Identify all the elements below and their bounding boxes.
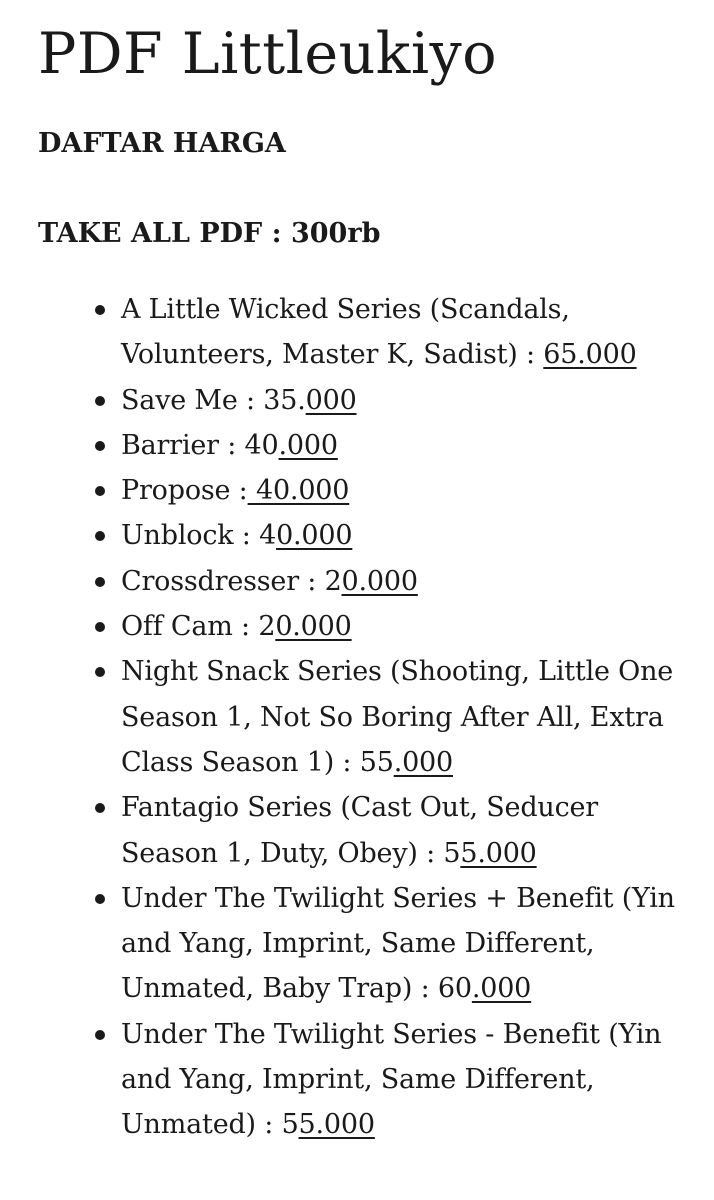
item-label: Crossdresser : [121,565,325,597]
list-item [0,423,714,468]
list-item [0,287,714,378]
item-price-link[interactable]: 65.000 [543,339,637,371]
item-label: Propose : [121,475,248,507]
list-item [0,649,714,785]
price-list [0,287,714,1148]
item-label: A Little Wicked Series (Scandals, Volunteers, Master K, Sadist) : [121,294,570,371]
item-price-link[interactable]: .000 [393,746,454,778]
bullet-icon [95,1030,105,1040]
take-all-offer: TAKE ALL PDF : 300rb [38,218,381,249]
bullet-icon [95,577,105,587]
item-label: Save Me : [121,384,264,416]
item-price-link[interactable]: .000 [471,973,532,1005]
bullet-icon [95,894,105,904]
list-item [0,785,714,876]
item-price-link[interactable]: .000 [278,429,338,461]
item-label: Unblock : [121,520,260,552]
list-item [0,559,714,604]
item-price-plain: 5 [281,1109,299,1141]
list-item [0,513,714,558]
list-item [0,1012,714,1148]
item-price-link[interactable]: 0.000 [276,520,353,552]
bullet-icon [95,486,105,496]
item-label: Night Snack Series (Shooting, Little One Season 1, Not So Boring After All, Extra Class Season 1) : [121,656,674,778]
item-price-link[interactable]: 0.000 [341,565,418,597]
item-price-plain: 5 [443,837,461,869]
item-label: Fantagio Series (Cast Out, Seducer Season 1, Duty, Obey) : [121,792,598,869]
item-label: Under The Twilight Series + Benefit (Yin and Yang, Imprint, Same Different, Unmated, Baby Trap) : [121,882,675,1005]
item-price-plain: 4 [259,520,277,552]
bullet-icon [95,667,105,677]
page-title: PDF Littleukiyo [38,21,498,87]
item-label: Off Cam : [121,611,259,643]
item-price-plain: 60 [437,973,472,1005]
bullet-icon [95,396,105,406]
item-price-plain: 2 [258,611,276,643]
item-price-plain: 2 [324,565,342,597]
item-price-plain: 55 [359,746,394,778]
bullet-icon [95,803,105,813]
item-price-link[interactable]: 5.000 [460,837,537,869]
bullet-icon [95,622,105,632]
item-price-plain: 35. [263,384,306,416]
bullet-icon [95,531,105,541]
item-label: Barrier : [121,429,245,461]
bullet-icon [95,305,105,315]
item-price-plain: 40 [244,429,279,461]
item-price-link[interactable]: 000 [305,384,357,416]
item-price-link[interactable]: 0.000 [275,611,352,643]
price-list-heading: DAFTAR HARGA [38,128,286,159]
list-item [0,876,714,1012]
bullet-icon [95,441,105,451]
list-item [0,468,714,513]
list-item [0,604,714,649]
item-price-link[interactable]: 40.000 [247,475,350,507]
item-label: Under The Twilight Series - Benefit (Yin and Yang, Imprint, Same Different, Unmated) : [121,1018,662,1141]
list-item [0,378,714,423]
item-price-link[interactable]: 5.000 [298,1109,375,1141]
